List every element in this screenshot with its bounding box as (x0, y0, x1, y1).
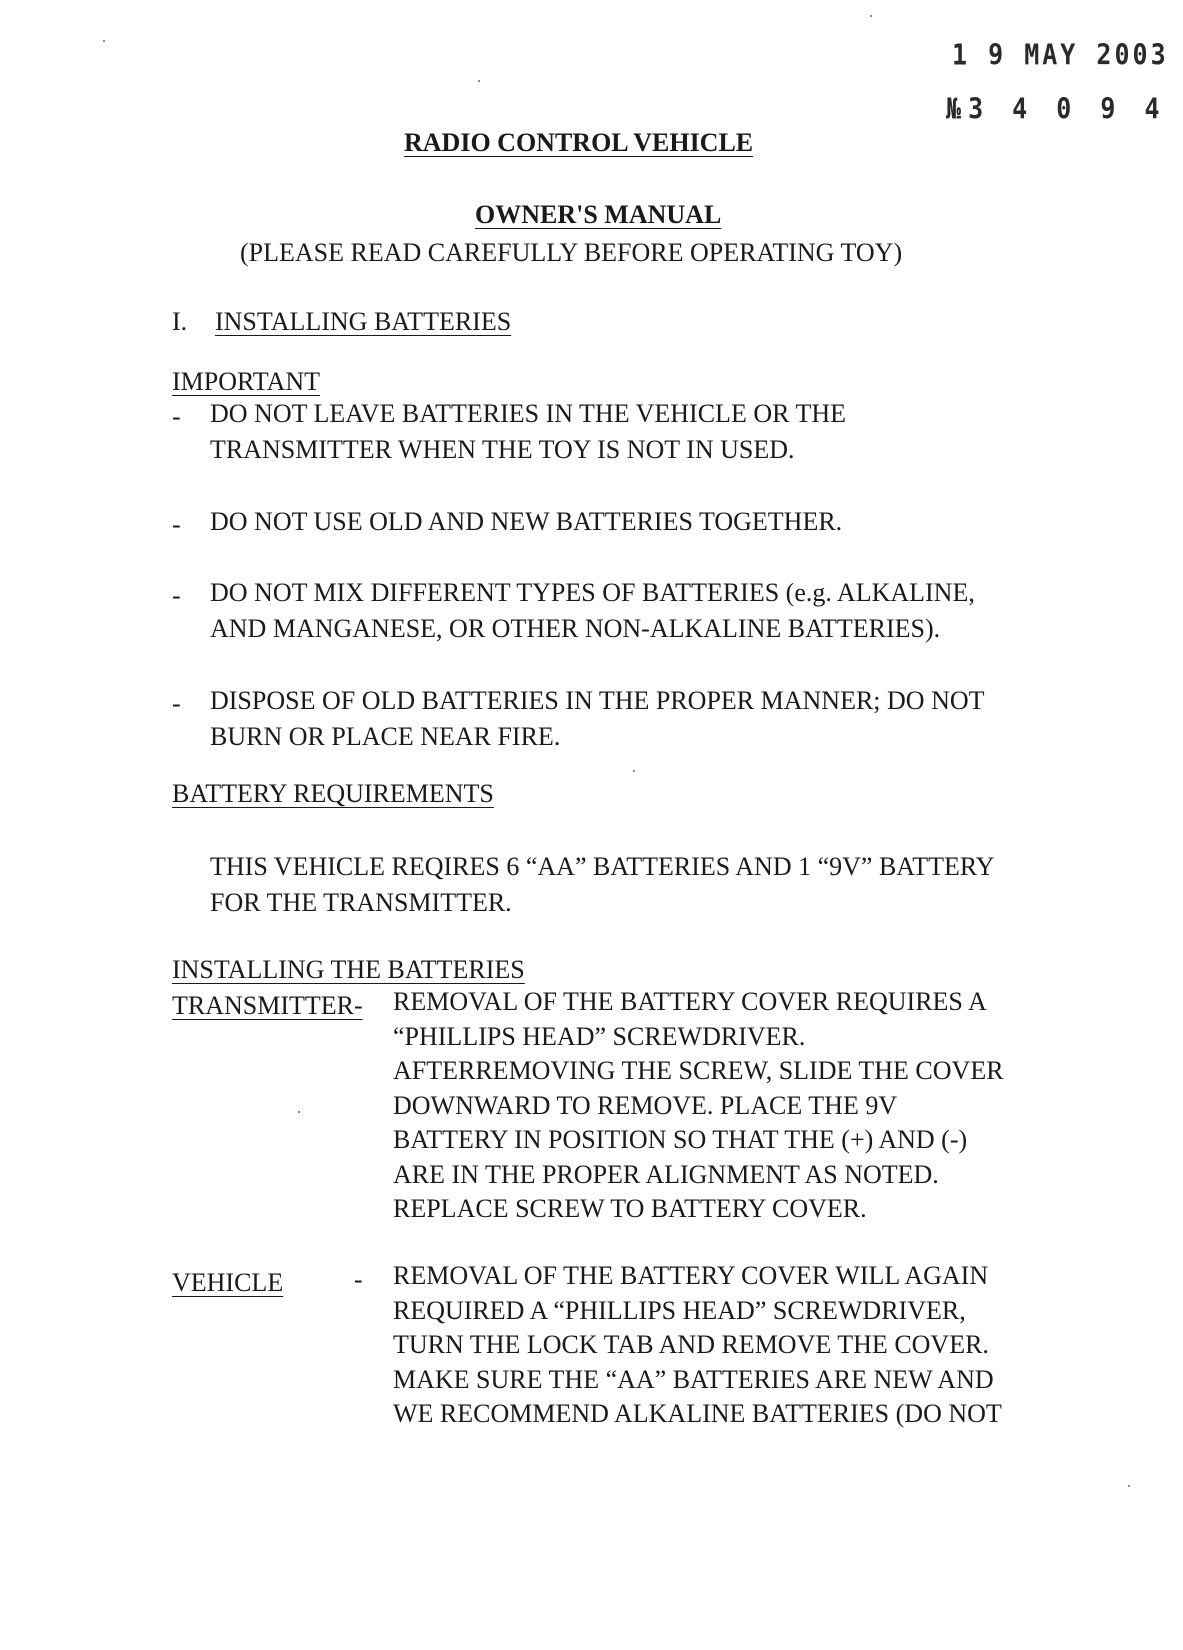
instruction-line: REPLACE SCREW TO BATTERY COVER. (393, 1194, 867, 1223)
item-line: DO NOT MIX DIFFERENT TYPES OF BATTERIES (e.g. ALKALINE, (210, 578, 975, 607)
number-value: 3 4 0 9 4 (968, 92, 1167, 126)
document-title: RADIO CONTROL VEHICLE (404, 128, 754, 157)
bullet-dash: - (172, 510, 181, 539)
vehicle-label: VEHICLE (172, 1268, 284, 1297)
item-line: TRANSMITTER WHEN THE TOY IS NOT IN USED. (210, 435, 795, 464)
document-number-stamp (946, 92, 1167, 125)
received-date-stamp: 1 9 MAY 2003 (952, 38, 1169, 72)
section-title: INSTALLING BATTERIES (215, 307, 512, 336)
item-line: DO NOT USE OLD AND NEW BATTERIES TOGETHER. (210, 507, 843, 536)
important-item-1 (210, 396, 846, 468)
requirements-text (210, 849, 995, 921)
item-line: DO NOT LEAVE BATTERIES IN THE VEHICLE OR THE (210, 399, 847, 428)
important-item-3 (210, 575, 975, 647)
number-prefix: № (946, 92, 969, 126)
installing-heading: INSTALLING THE BATTERIES (172, 955, 525, 984)
instruction-line: REMOVAL OF THE BATTERY COVER REQUIRES A (393, 987, 987, 1016)
bullet-dash: - (172, 581, 181, 610)
requirements-heading: BATTERY REQUIREMENTS (172, 779, 494, 808)
bullet-dash: - (172, 402, 181, 431)
transmitter-instructions (393, 985, 1004, 1227)
scan-speck (633, 770, 635, 772)
transmitter-label: TRANSMITTER- (172, 991, 363, 1020)
scan-speck (103, 40, 105, 42)
instruction-line: REMOVAL OF THE BATTERY COVER WILL AGAIN (393, 1261, 989, 1290)
item-line: DISPOSE OF OLD BATTERIES IN THE PROPER MANNER; DO NOT (210, 686, 985, 715)
instruction-line: ARE IN THE PROPER ALIGNMENT AS NOTED. (393, 1159, 939, 1189)
vehicle-dash: - (354, 1265, 363, 1294)
instruction-line: REQUIRED A “PHILLIPS HEAD” SCREWDRIVER, (393, 1295, 966, 1325)
scan-speck (298, 1111, 300, 1113)
bullet-dash: - (172, 689, 181, 718)
document-subtitle: OWNER'S MANUAL (475, 200, 722, 229)
instruction-line: DOWNWARD TO REMOVE. PLACE THE 9V (393, 1090, 898, 1120)
important-heading: IMPORTANT (172, 367, 321, 396)
important-item-2 (210, 504, 842, 540)
instruction-line: TURN THE LOCK TAB AND REMOVE THE COVER. (393, 1330, 989, 1359)
instruction-line: WE RECOMMEND ALKALINE BATTERIES (DO NOT (393, 1399, 1002, 1428)
scan-speck (1128, 1485, 1130, 1487)
requirements-line: THIS VEHICLE REQIRES 6 “AA” BATTERIES AND 1 “9V” BATTERY (210, 852, 995, 881)
item-line: BURN OR PLACE NEAR FIRE. (210, 722, 561, 751)
requirements-line: FOR THE TRANSMITTER. (210, 888, 512, 917)
important-item-4 (210, 683, 985, 755)
instruction-line: “PHILLIPS HEAD” SCREWDRIVER. (393, 1021, 806, 1051)
reading-note: (PLEASE READ CAREFULLY BEFORE OPERATING TOY) (240, 238, 903, 267)
vehicle-instructions (393, 1259, 1002, 1432)
section-number: I. (172, 307, 188, 336)
item-line: AND MANGANESE, OR OTHER NON-ALKALINE BATTERIES). (210, 614, 941, 643)
scan-speck (478, 80, 480, 82)
instruction-line: MAKE SURE THE “AA” BATTERIES ARE NEW AND (393, 1364, 994, 1394)
scan-speck (870, 15, 872, 17)
instruction-line: AFTERREMOVING THE SCREW, SLIDE THE COVER (393, 1056, 1004, 1085)
instruction-line: BATTERY IN POSITION SO THAT THE (+) AND (-) (393, 1125, 968, 1154)
